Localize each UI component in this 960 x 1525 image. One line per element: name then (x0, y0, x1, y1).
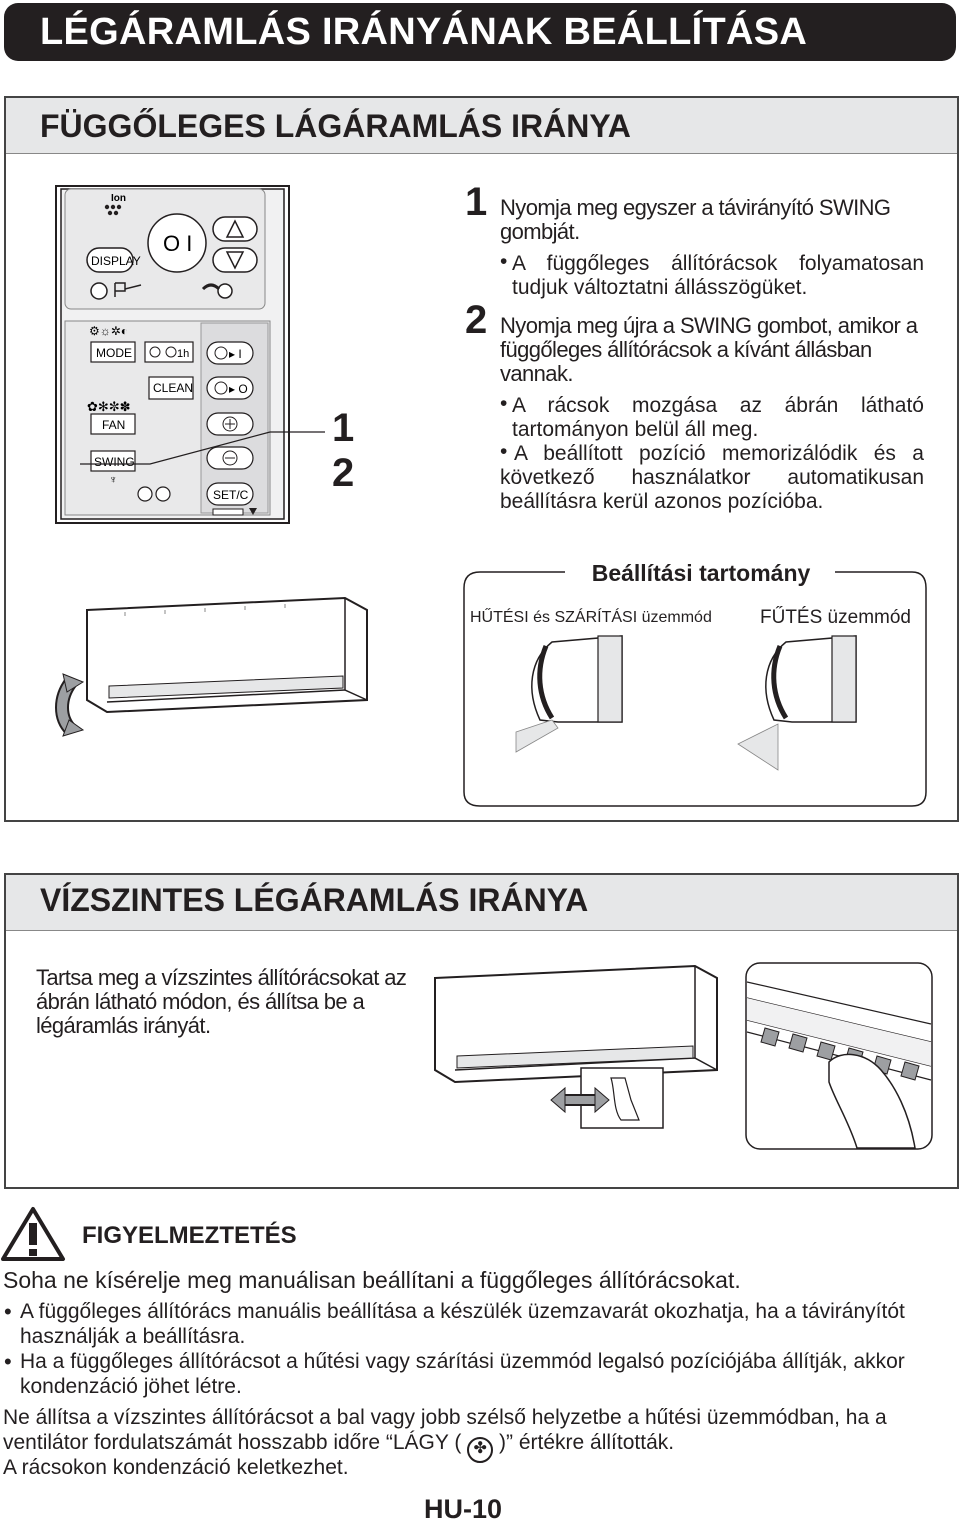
indoor-unit-vertical-illustration (55, 590, 385, 740)
vertical-section-header (6, 98, 957, 154)
warning-para-c: A rácsokon kondenzáció keletkezhet. (3, 1456, 349, 1479)
page-title: LÉGÁRAMLÁS IRÁNYÁNAK BEÁLLÍTÁSA (40, 11, 808, 53)
step2-bullet2: A beállított pozíció memorizálódik és a következő használatkor automatikusan beállításra kerül azonos pozícióba. (500, 442, 924, 513)
display-label: DISPLAY (91, 254, 141, 268)
step2-bullet1: A rácsok mozgása az ábrán látható tartományon belül áll meg. (512, 394, 924, 441)
vertical-heading: FÜGGŐLEGES LÁGÁRAMLÁS IRÁNYA (40, 108, 631, 144)
clock-icon (138, 487, 152, 501)
setting-range-box (460, 560, 930, 810)
warning-title: FIGYELMEZTETÉS (82, 1222, 297, 1249)
clean-label: CLEAN (153, 381, 194, 395)
ion-label: Ion (111, 193, 126, 204)
warning-bullet1: A függőleges állítórács manuális beállítása a készülék üzemzavarát okozhatja, ha a távirányítót használják a beállításra. (20, 1300, 905, 1348)
soft-fan-icon: ✤ (467, 1437, 493, 1463)
warning-line1: Soha ne kísérelje meg manuálisan beállítani a függőleges állítórácsokat. (3, 1267, 741, 1293)
step1-bullet-dot: • (500, 250, 508, 273)
mode-label: MODE (96, 346, 132, 360)
callout-number-2: 2 (332, 451, 355, 495)
cooling-mode-label: HŰTÉSI és SZÁRÍTÁSI üzemmód (470, 609, 712, 626)
step1-bullet: A függőleges állítórácsok folyamatosan tudjuk változtatni állásszögüket. (512, 252, 924, 299)
warning-para-part-b: )” értékre állították. (499, 1431, 675, 1454)
warning-para-part-a: Ne állítsa a vízszintes állítórácsot a bal vagy jobb szélső helyzetbe a hűtési üzemmódban, ha a ventilátor fordulatszámát hosszabb időre “LÁGY ( (3, 1406, 887, 1454)
swing-icon: ♆ (109, 474, 118, 486)
warning-bullet1-dot: • (4, 1299, 12, 1324)
mode-icons: ⚙☼✲◐ (89, 324, 129, 338)
timer-off-icon: ▸ O (229, 382, 248, 396)
indoor-unit-horizontal-illustration (425, 960, 725, 1160)
heating-airflow-cone (738, 724, 778, 770)
step1-text: Nyomja meg egyszer a távirányító SWING gombját. (500, 195, 891, 244)
step2-number: 2 (465, 298, 488, 342)
fan-label: FAN (102, 418, 126, 432)
one-hour-label: 1h (177, 348, 190, 360)
horizontal-heading: VÍZSZINTES LÉGÁRAMLÁS IRÁNYA (40, 882, 589, 918)
page-number: HU-10 (424, 1494, 503, 1524)
horizontal-instruction: Tartsa meg a vízszintes állítórácsokat az ábrán látható módon, és állítsa be a légáramlás irányát. (36, 965, 407, 1038)
cooling-airflow-cone (516, 720, 558, 752)
fan-speed-icons: ✿✻✼✽ (87, 399, 131, 414)
setc-label: SET/C (213, 488, 249, 502)
range-title: Beállítási tartomány (591, 560, 811, 586)
timer-on-icon: ▸ I (229, 347, 242, 361)
step2-bullet1-dot: • (500, 392, 508, 415)
callout-lines (80, 430, 330, 470)
power-icon: O I (163, 231, 193, 256)
callout-number-1: 1 (332, 406, 355, 450)
remote-control-illustration (55, 185, 290, 525)
louver-closeup-illustration (745, 962, 933, 1150)
step1-number: 1 (465, 180, 488, 224)
warning-bullet2-dot: • (4, 1349, 12, 1374)
page-title-bar (4, 3, 956, 61)
step2-bullet2-dot: • (500, 440, 508, 463)
heating-mode-label: FŰTÉS üzemmód (760, 607, 911, 628)
warning-icon (0, 1206, 66, 1262)
warning-bullet2: Ha a függőleges állítórácsot a hűtési vagy szárítási üzemmód legalsó pozíciójába állítják, akkor kondenzáció jöhet létre. (20, 1350, 905, 1398)
step2-text: Nyomja meg újra a SWING gombot, amikor a függőleges állítórácsok a kívánt állásban vannak. (500, 313, 918, 386)
horizontal-section-header (6, 875, 957, 931)
swing-label: SWING (94, 455, 135, 469)
